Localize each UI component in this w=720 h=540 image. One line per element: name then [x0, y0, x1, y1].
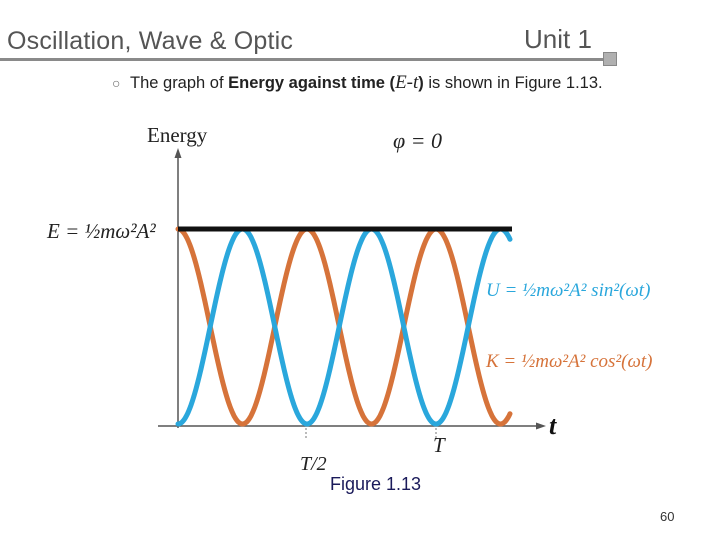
y-axis-arrow-icon [175, 148, 182, 158]
unit-label: Unit 1 [524, 24, 592, 54]
x-axis-label: t [549, 411, 557, 440]
tick-label-half-period: T/2 [300, 453, 327, 475]
phase-label: φ = 0 [393, 128, 443, 153]
x-axis-arrow-icon [536, 423, 546, 430]
tick-label-period: T [433, 433, 445, 457]
kinetic-energy-formula: K = ½mω²A² cos²(ωt) [486, 351, 653, 372]
bullet-text: ○ The graph of Energy against time (E-t) is shown in Figure 1.13. [112, 72, 603, 93]
potential-energy-formula: U = ½mω²A² sin²(ωt) [486, 280, 651, 301]
page-number: 60 [660, 509, 675, 524]
figure-caption: Figure 1.13 [330, 474, 422, 494]
y-axis-label: Energy [147, 123, 208, 147]
slide-title: Oscillation, Wave & Optic [7, 27, 294, 55]
circle-bullet-icon: ○ [112, 75, 121, 91]
total-energy-formula: E = ½mω²A² [47, 219, 156, 243]
